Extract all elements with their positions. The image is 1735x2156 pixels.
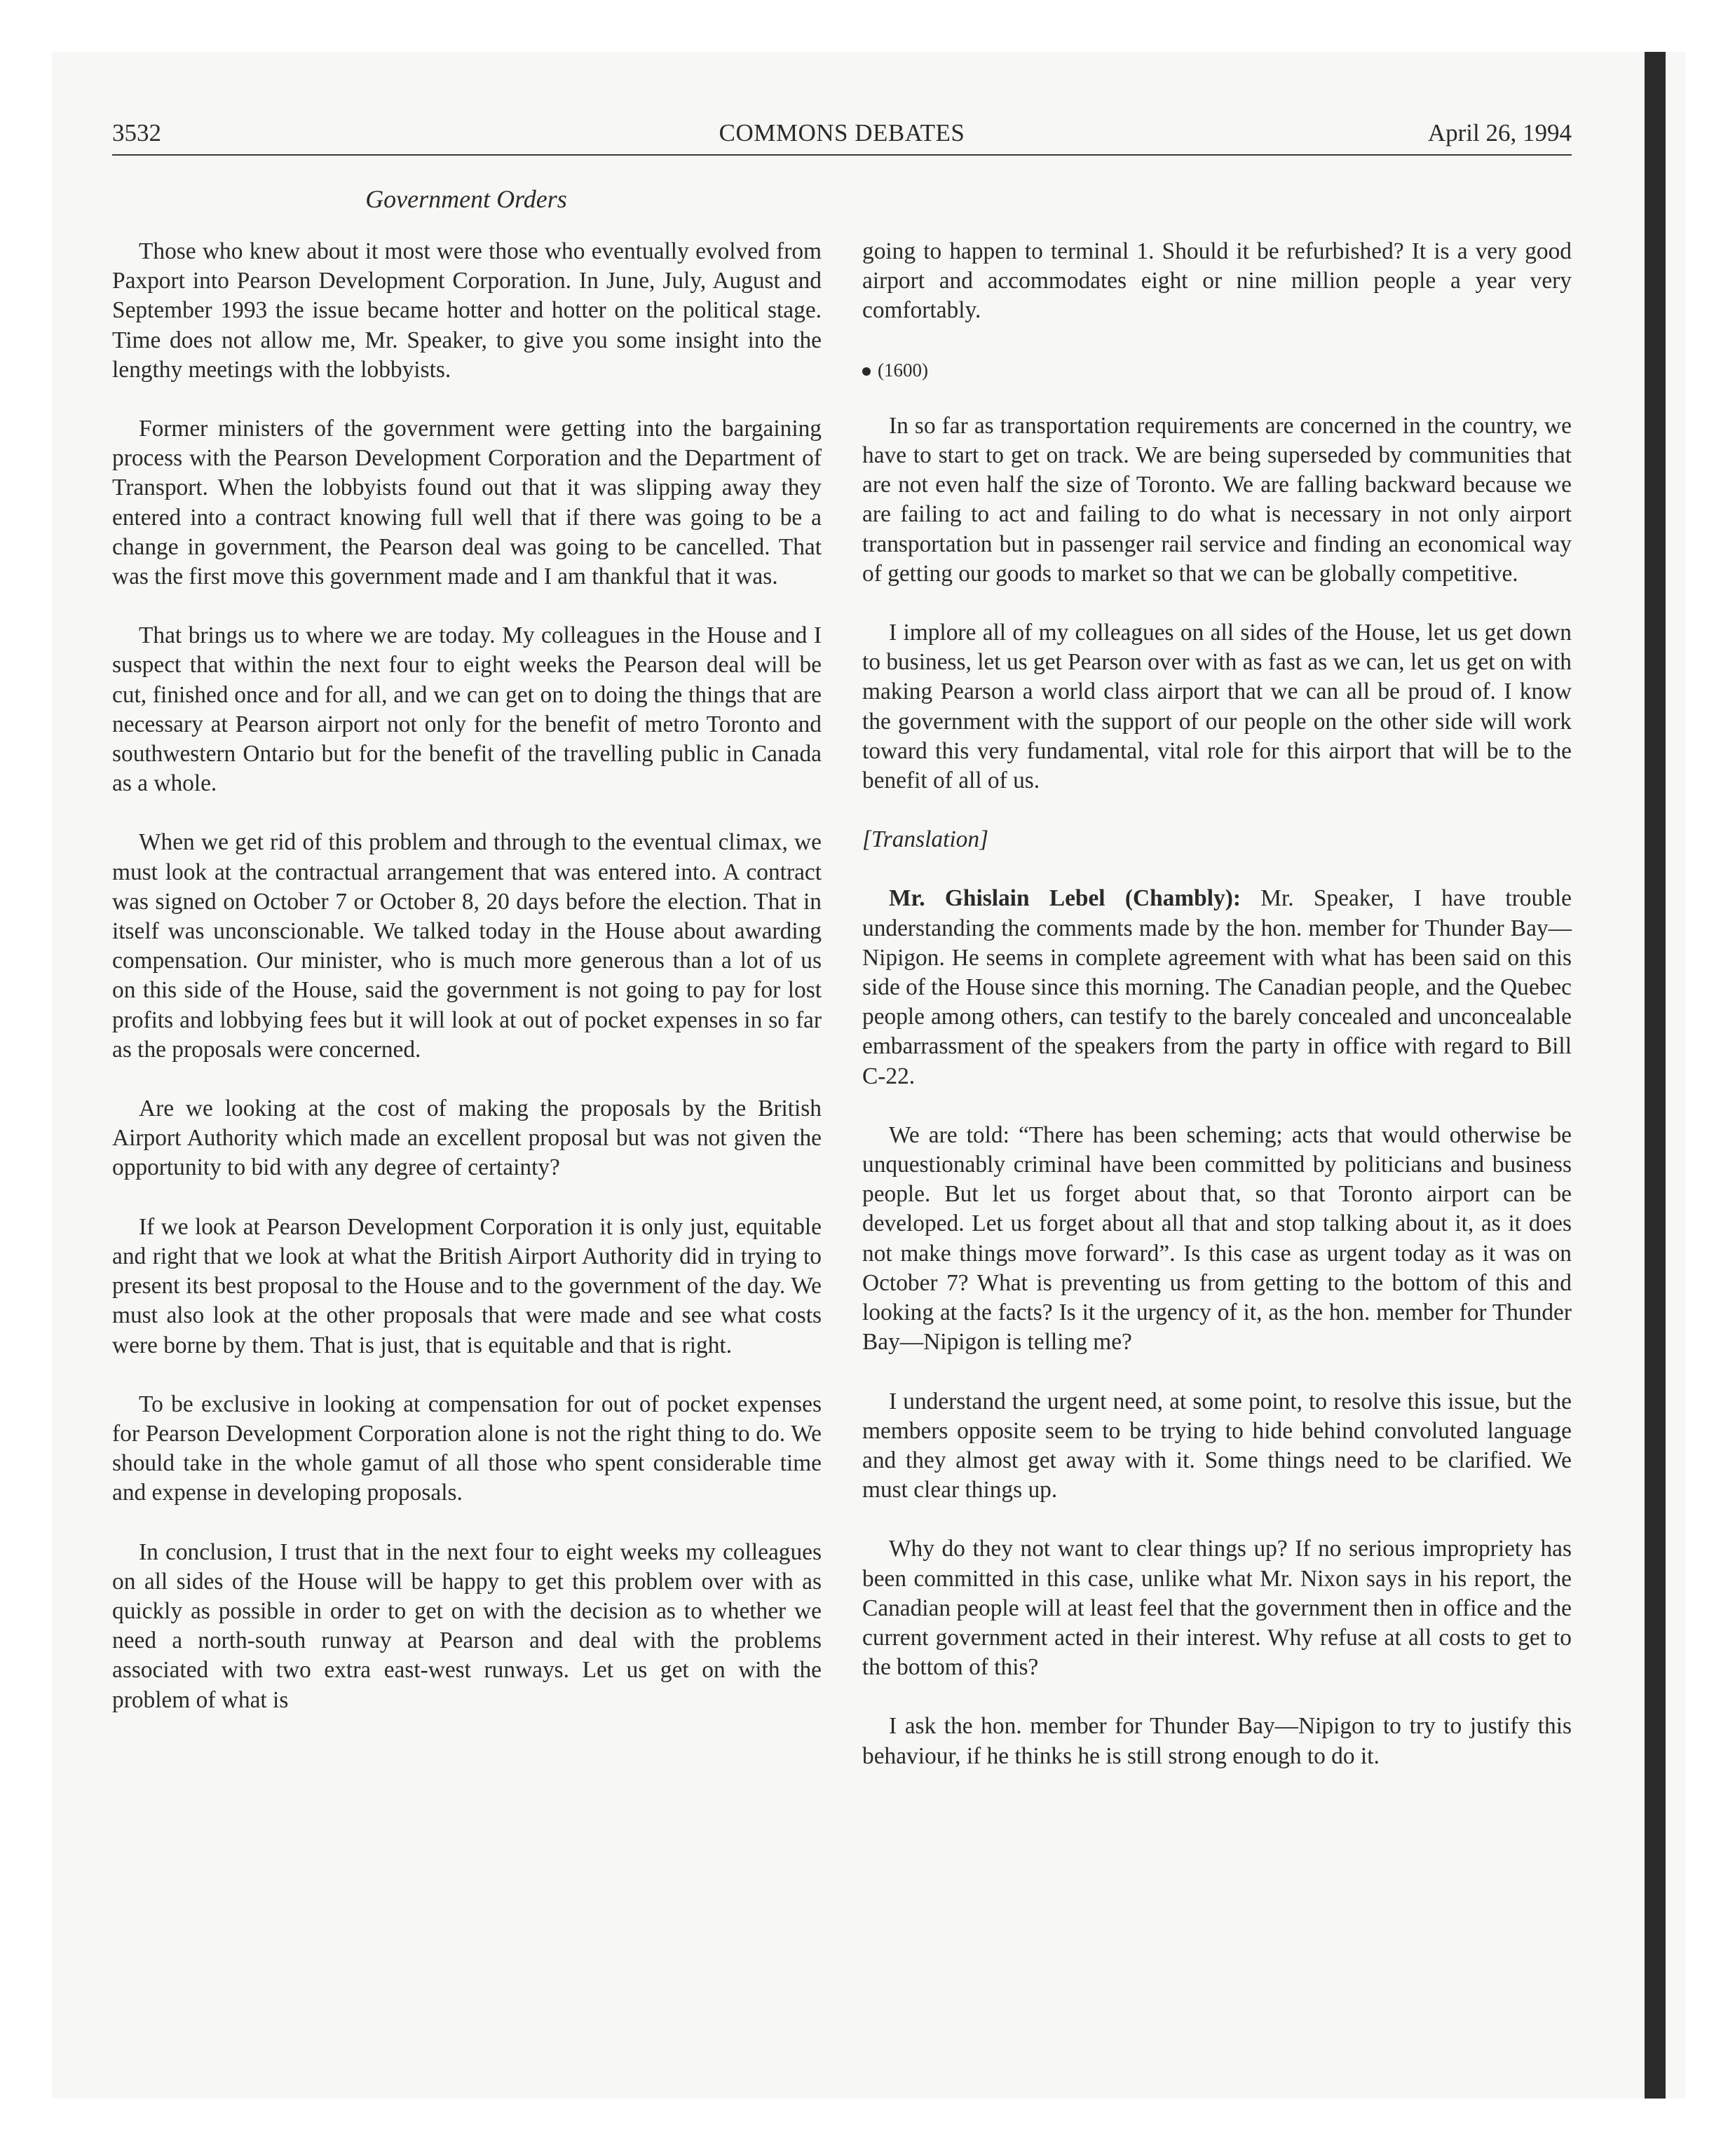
scan-edge-shadow bbox=[1645, 52, 1666, 2099]
right-column bbox=[862, 237, 1572, 1771]
translation-label: [Translation] bbox=[862, 826, 989, 853]
paragraph: In so far as transportation requirements are concerned in the country, we have to start to get on track. We are being superseded by communities that are not even half the size of Toronto. We are falling backward because we are failing to act and failing to do what is necessary in not only airport transportation but in passenger rail service and finding an economical way of getting our goods to market so that we can be globally competitive. bbox=[862, 412, 1572, 587]
paragraph: Former ministers of the government were getting into the bargaining process with the Pearson Development Corporation and the Department of Transport. When the lobbyists found out that it was slipping away they entered into a contract knowing full well that if there was going to be a change in government, the Pearson deal was going to be cancelled. That was the first move this government made and I am thankful that it was. bbox=[112, 416, 822, 590]
time-stamp-text: (1600) bbox=[878, 359, 928, 381]
paragraph: We are told: “There has been scheming; acts that would otherwise be unquestionably criminal have been committed by politicians and business people. But let us forget about that, so that Toronto airport can be developed. Let us forget about all that and stop talking about it, as it does not make things move forward”. Is this case as urgent today as it was on October 7? What is preventing us from getting to the bottom of this and looking at the facts? Is it the urgency of it, as the hon. member for Thunder Bay—Nipigon is telling me? bbox=[862, 1121, 1572, 1356]
paragraph: When we get rid of this problem and through to the eventual climax, we must look at the contractual arrangement that was entered into. A contract was signed on October 7 or October 8, 20 days before the election. That in itself was unconscionable. We talked today in the House about awarding compensation. Our minister, who is much more generous than a lot of us on this side of the House, said the government is not going to pay for lost profits and lobbying fees but it will look at out of pocket expenses in so far as the proposals were concerned. bbox=[112, 829, 822, 1063]
paragraph: To be exclusive in looking at compensation for out of pocket expenses for Pearson Development Corporation alone is not the right thing to do. We should take in the whole gamut of all those who spent considerable time and expense in developing proposals. bbox=[112, 1391, 822, 1506]
paragraph: Are we looking at the cost of making the proposals by the British Airport Authority which made an excellent proposal but was not given the opportunity to bid with any degree of certainty? bbox=[112, 1096, 822, 1181]
paragraph: I understand the urgent need, at some point, to resolve this issue, but the members opposite seem to be trying to hide behind convoluted language and they almost get away with it. Some things need to be clarified. We must clear things up. bbox=[862, 1388, 1572, 1503]
paragraph: In conclusion, I trust that in the next four to eight weeks my colleagues on all sides of the House will be happy to get this problem over with as quickly as possible in order to get on with the decision as to whether we need a north-south runway at Pearson and deal with the problems associated with two extra east-west runways. Let us get on with the problem of what is bbox=[112, 1538, 822, 1713]
paragraph: If we look at Pearson Development Corporation it is only just, equitable and right that we look at what the British Airport Authority did in trying to present its best proposal to the House and to the government of the day. We must also look at the other proposals that were made and see what costs were borne by them. That is just, that is equitable and that is right. bbox=[112, 1213, 822, 1358]
publication-title: COMMONS DEBATES bbox=[719, 119, 965, 146]
paragraph: Why do they not want to clear things up? If no serious impropriety has been committed in this case, unlike what Mr. Nixon says in his report, the Canadian people will at least feel that the government then in office and the current government acted in their interest. Why refuse at all costs to get to the bottom of this? bbox=[862, 1536, 1572, 1681]
left-column bbox=[112, 237, 822, 1715]
continued-paragraph: going to happen to terminal 1. Should it be refurbished? It is a very good airport and accommodates eight or nine million people a year very comfortably. bbox=[862, 238, 1572, 324]
speaker-text: Mr. Speaker, I have trouble understanding the comments made by the hon. member for Thunder Bay—Nipigon. He seems in complete agreement with what has been said on this side of the House since this morning. The Canadian people, and the Quebec people among others, can testify to the barely concealed and unconcealable embarrassment of the speakers from the party in office with regard to Bill C-22. bbox=[862, 885, 1572, 1089]
paragraph: That brings us to where we are today. My colleagues in the House and I suspect that within the next four to eight weeks the Pearson deal will be cut, finished once and for all, and we can get on to doing the things that are necessary at Pearson airport not only for the benefit of metro Toronto and southwestern Ontario but for the benefit of the travelling public in Canada as a whole. bbox=[112, 622, 822, 797]
paragraph: Those who knew about it most were those who eventually evolved from Paxport into Pearson Development Corporation. In June, July, August and September 1993 the issue became hotter and hotter on the political stage. Time does not allow me, Mr. Speaker, to give you some insight into the lengthy meetings with the lobbyists. bbox=[112, 238, 822, 383]
paragraph: I implore all of my colleagues on all sides of the House, let us get down to business, let us get Pearson over with as fast as we can, let us get on with making Pearson a world class airport that we can all be proud of. I know the government with the support of our people on the other side will work toward this very fundamental, vital role for this airport that will be to the benefit of all of us. bbox=[862, 620, 1572, 794]
speaker-paragraph bbox=[862, 884, 1572, 1091]
page-number: 3532 bbox=[112, 119, 161, 146]
publication-date: April 26, 1994 bbox=[1427, 119, 1572, 146]
bullet-icon bbox=[862, 367, 871, 376]
running-header bbox=[112, 114, 1572, 156]
section-heading: Government Orders bbox=[365, 185, 567, 213]
paragraph: I ask the hon. member for Thunder Bay—Nipigon to try to justify this behaviour, if he thinks he is still strong enough to do it. bbox=[862, 1713, 1572, 1769]
speaker-name: Mr. Ghislain Lebel (Chambly): bbox=[889, 885, 1241, 912]
time-stamp bbox=[862, 355, 1572, 385]
